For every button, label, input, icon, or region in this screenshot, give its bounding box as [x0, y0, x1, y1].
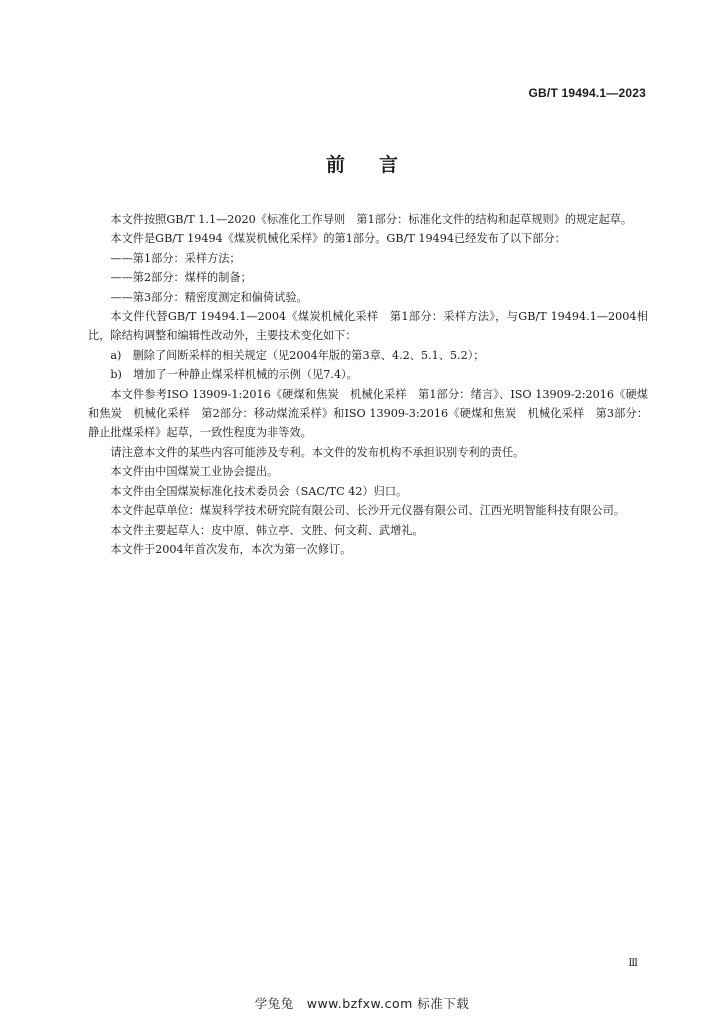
- page-title: 前言: [325, 154, 432, 176]
- paragraph-part-info: 本文件是GB/T 19494《煤炭机械化采样》的第1部分。GB/T 19494已经发布了以下部分：: [110, 232, 566, 246]
- paragraph-drafting-rule: 本文件按照GB/T 1.1—2020《标准化工作导则 第1部分：标准化文件的结构和起草规则》的规定起草。: [110, 213, 633, 226]
- paragraph-history: 本文件于2004年首次发布，本次为第一次修订。: [110, 542, 352, 556]
- paragraph-iso-reference: 本文件参考ISO 13909-1:2016《硬煤和焦炭 机械化采样 第1部分：绪言》、ISO 13909-2:2016《硬煤和焦炭 机械化采样 第2部分：移动煤流采样》和ISO 13909-3:2016《硬煤和焦炭 机械化采样 第3部分：静止批煤采样》起草，一致性程度为非等效。: [88, 387, 648, 440]
- paragraph-replaces: 本文件代替GB/T 19494.1—2004《煤炭机械化采样 第1部分：采样方法》，与GB/T 19494.1—2004相比，除结构调整和编辑性改动外，主要技术变化如下：: [88, 310, 648, 343]
- foreword-body: [88, 210, 648, 559]
- standard-number: GB/T 19494.1—2023: [528, 86, 646, 100]
- paragraph-drafting-units: 本文件起草单位：煤炭科学技术研究院有限公司、长沙开元仪器有限公司、江西光明智能科技有限公司。: [110, 504, 626, 518]
- list-item-change-a: a) 删除了间断采样的相关规定（见2004年版的第3章、4.2、5.1、5.2）；: [110, 348, 485, 362]
- footer-watermark[interactable]: 学兔兔 www.bzfxw.com 标准下载: [254, 996, 470, 1011]
- page-number: Ⅲ: [628, 958, 638, 969]
- paragraph-proposed-by: 本文件由中国煤炭工业协会提出。: [110, 465, 279, 479]
- list-item-part-2: ——第2部分：煤样的制备；: [110, 271, 252, 285]
- paragraph-drafters: 本文件主要起草人：皮中原、韩立亭、文胜、何文莉、武增礼。: [110, 523, 424, 537]
- paragraph-under-jurisdiction: 本文件由全国煤炭标准化技术委员会（SAC/TC 42）归口。: [110, 484, 408, 498]
- list-item-part-1: ——第1部分：采样方法；: [110, 251, 241, 265]
- list-item-part-3: ——第3部分：精密度测定和偏倚试验。: [110, 290, 308, 304]
- list-item-change-b: b) 增加了一种静止煤采样机械的示例（见7.4）。: [110, 368, 358, 382]
- paragraph-patent-notice: 请注意本文件的某些内容可能涉及专利。本文件的发布机构不承担识别专利的责任。: [110, 445, 525, 459]
